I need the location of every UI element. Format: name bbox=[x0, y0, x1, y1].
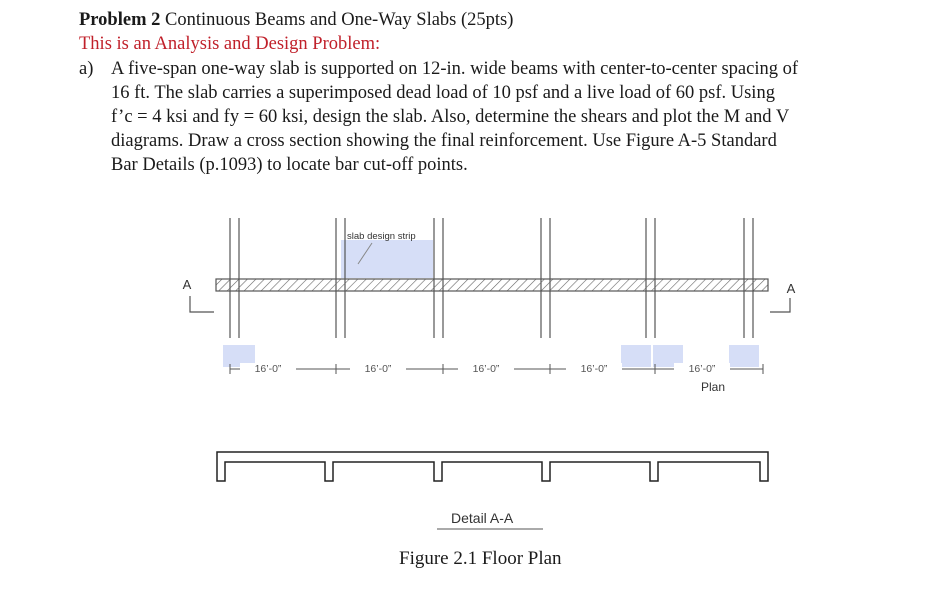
highlight-block-2 bbox=[621, 345, 651, 367]
detail-section-outline bbox=[217, 452, 768, 481]
problem-number: Problem 2 bbox=[79, 10, 161, 30]
problem-title: Continuous Beams and One-Way Slabs (25pts) bbox=[160, 10, 514, 30]
problem-text-line-4: diagrams. Draw a cross section showing the final reinforcement. Use Figure A-5 Standard bbox=[111, 131, 777, 151]
beam-lines bbox=[230, 218, 753, 338]
plan-label: Plan bbox=[701, 380, 726, 394]
problem-subtitle: This is an Analysis and Design Problem: bbox=[79, 34, 381, 54]
span-dimension-1: 16’-0” bbox=[240, 363, 296, 375]
section-cut-right bbox=[770, 298, 790, 312]
hatched-slab-band bbox=[216, 279, 768, 291]
highlight-block-4 bbox=[729, 345, 759, 367]
span-dimension-2: 16’-0” bbox=[350, 363, 406, 375]
section-label-right: A bbox=[786, 281, 796, 296]
span-dimension-4: 16’-0” bbox=[566, 363, 622, 375]
item-marker: a) bbox=[79, 59, 94, 79]
problem-text-line-3: f’c = 4 ksi and fy = 60 ksi, design the slab. Also, determine the shears and plot the M and V bbox=[111, 107, 790, 127]
problem-text-line-5: Bar Details (p.1093) to locate bar cut-off points. bbox=[111, 155, 468, 175]
detail-label: Detail A-A bbox=[451, 510, 514, 526]
figure-caption: Figure 2.1 Floor Plan bbox=[399, 548, 562, 569]
span-dimension-5: 16’-0” bbox=[674, 363, 730, 375]
section-cut-left bbox=[190, 296, 214, 312]
slab-design-strip-area bbox=[341, 240, 433, 278]
span-dimension-3: 16’-0” bbox=[458, 363, 514, 375]
strip-label: slab design strip bbox=[347, 231, 416, 242]
section-label-left: A bbox=[182, 277, 192, 292]
problem-text-line-1: A five-span one-way slab is supported on 12-in. wide beams with center-to-center spacing of bbox=[111, 59, 799, 79]
problem-text-line-2: 16 ft. The slab carries a superimposed dead load of 10 psf and a live load of 60 psf. Using bbox=[111, 83, 775, 103]
